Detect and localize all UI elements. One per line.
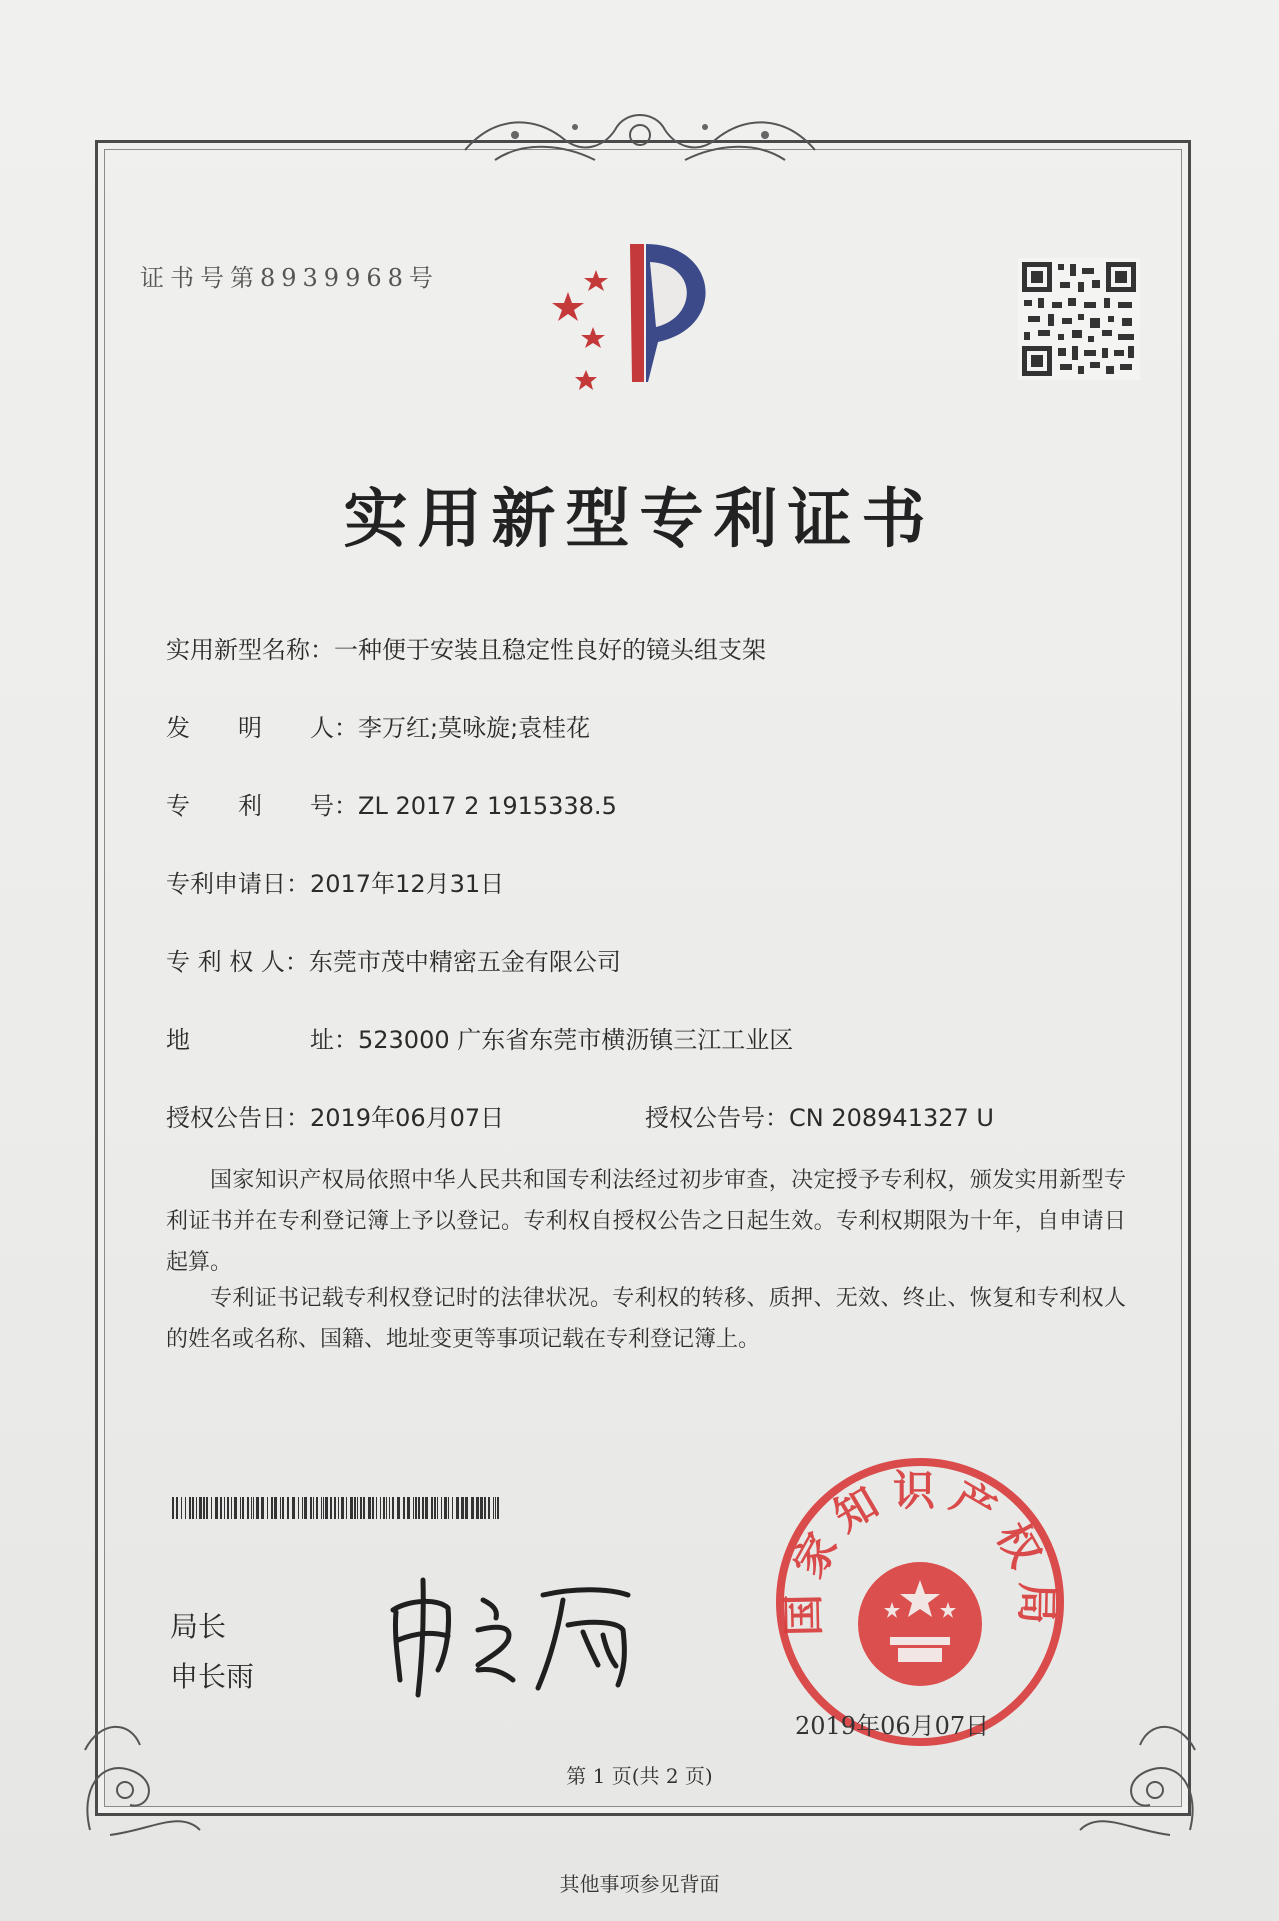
- issue-date: 2019年06月07日: [795, 1712, 990, 1740]
- application-date-label: 专利申请日：: [166, 870, 310, 898]
- model-name-value: 一种便于安装且稳定性良好的镜头组支架: [334, 636, 766, 664]
- application-date-value: 2017年12月31日: [310, 870, 505, 898]
- certificate-number: 证书号第8939968号: [140, 264, 439, 292]
- field-application-date: [166, 864, 504, 899]
- patent-no-value: ZL 2017 2 1915338.5: [358, 792, 617, 820]
- field-model-name: [166, 630, 766, 665]
- page-indicator: 第 1 页(共 2 页): [566, 1764, 713, 1788]
- paragraph-2-text: 专利证书记载专利权登记时的法律状况。专利权的转移、质押、无效、终止、恢复和专利权人的姓名或名称、国籍、地址变更等事项记载在专利登记簿上。: [166, 1286, 1126, 1352]
- field-address: [166, 1020, 793, 1055]
- grant-no-label: 授权公告号：: [645, 1104, 789, 1132]
- patent-no-label: 专 利 号：: [166, 792, 358, 820]
- field-patentee: [166, 942, 621, 977]
- field-patent-no: [166, 786, 617, 821]
- address-label: 地 址：: [166, 1026, 358, 1054]
- patentee-value: 东莞市茂中精密五金有限公司: [308, 948, 621, 976]
- cnipa-logo-icon: [548, 232, 748, 392]
- inventor-value: 李万红;莫咏旋;袁桂花: [358, 714, 591, 742]
- seal-text: 国家知识产权局: [778, 1465, 1062, 1637]
- grant-no-value: CN 208941327 U: [789, 1104, 994, 1132]
- statement-paragraph-2: [166, 1278, 1126, 1360]
- grant-date-value: 2019年06月07日: [310, 1104, 505, 1132]
- address-value: 523000 广东省东莞市横沥镇三江工业区: [358, 1026, 794, 1054]
- field-grant-date: [166, 1098, 504, 1133]
- qr-code-icon: [1018, 258, 1140, 380]
- director-name: 申长雨: [170, 1660, 255, 1693]
- see-back-note: 其他事项参见背面: [559, 1872, 720, 1896]
- patentee-label: 专 利 权 人：: [166, 948, 309, 976]
- paragraph-1-text: 国家知识产权局依照中华人民共和国专利法经过初步审查，决定授予专利权，颁发实用新型专利证书并在专利登记簿上予以登记。专利权自授权公告之日起生效。专利权期限为十年，自申请日起算。: [166, 1168, 1126, 1275]
- certificate-title: 实用新型专利证书: [343, 482, 936, 557]
- model-name-label: 实用新型名称：: [166, 636, 334, 664]
- barcode-icon: [172, 1497, 502, 1519]
- field-grant-no: [645, 1098, 994, 1133]
- grant-date-label: 授权公告日：: [166, 1104, 310, 1132]
- director-signature-icon: [378, 1570, 658, 1700]
- inventor-label: 发 明 人：: [166, 714, 358, 742]
- top-ornament-icon: [455, 105, 825, 175]
- statement-paragraph-1: [166, 1160, 1126, 1283]
- field-inventor: [166, 708, 590, 743]
- director-title: 局长: [170, 1610, 227, 1643]
